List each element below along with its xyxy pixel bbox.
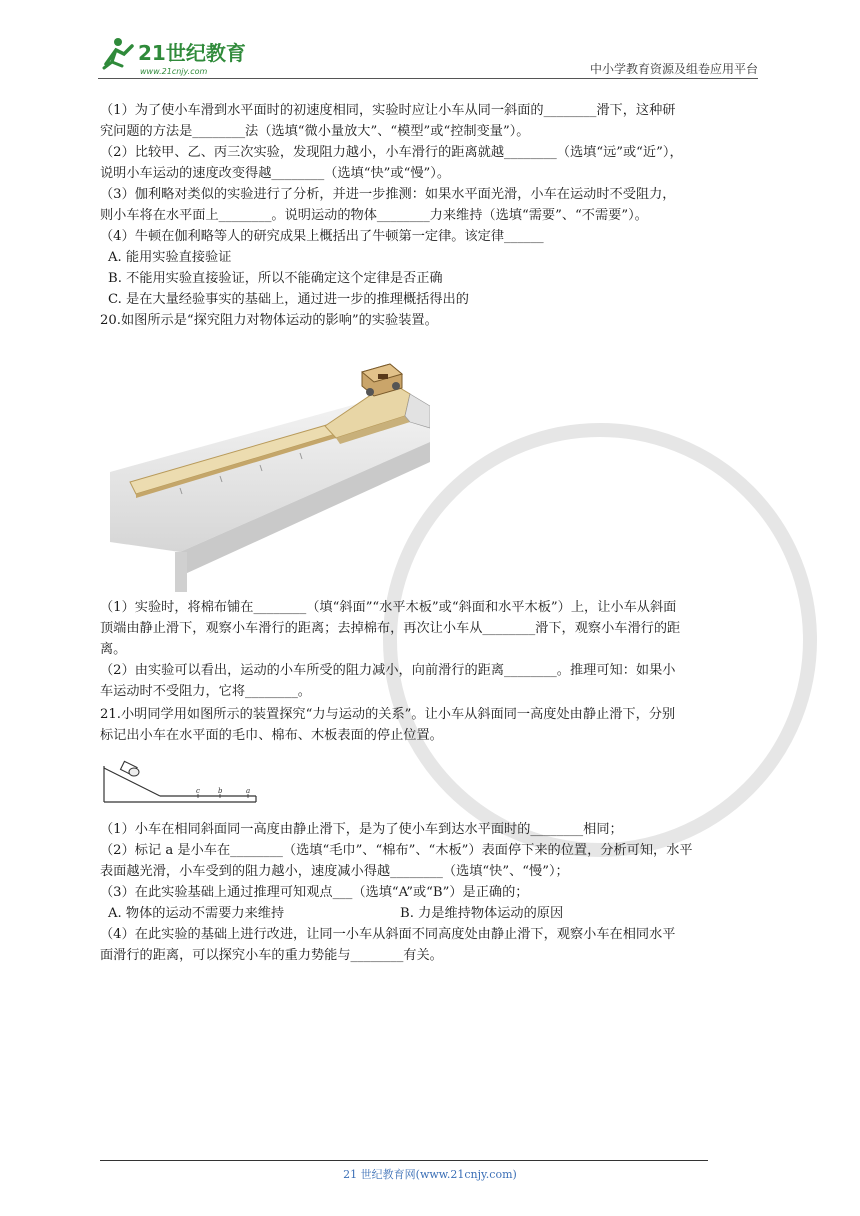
q21-title-line1: 21.小明同学用如图所示的装置探究“力与运动的关系”。让小车从斜面同一高度处由静止滑下，分别 [100, 707, 676, 722]
q20-part2-line1: （2）由实验可以看出，运动的小车所受的阻力减小，向前滑行的距离________。推理可知：如果小 [100, 663, 676, 678]
page-footer: 21 世纪教育网(www.21cnjy.com) [343, 1168, 517, 1181]
q21-part4-line2: 面滑行的距离，可以探究小车的重力势能与________有关。 [100, 948, 443, 963]
q20-part1-line1: （1）实验时，将棉布铺在________（填“斜面”“水平木板”或“斜面和水平木板”）上，让小车从斜面 [100, 600, 677, 615]
platform-tagline: 中小学教育资源及组卷应用平台 [589, 62, 758, 76]
mark-b-label: b [218, 787, 223, 795]
q19-part1-line1: （1）为了使小车滑到水平面时的初速度相同，实验时应让小车从同一斜面的________滑下，这种研 [100, 103, 676, 118]
q20-title: 20.如图所示是“探究阻力对物体运动的影响”的实验装置。 [100, 313, 438, 328]
q19-option-b: B. 不能用实验直接验证，所以不能确定这个定律是否正确 [108, 271, 443, 286]
page-header [98, 34, 758, 80]
q21-part2-line1: （2）标记 a 是小车在________（选填“毛巾”、“棉布”、“木板”）表面停下来的位置，分析可知，水平 [100, 843, 693, 858]
q19-part3-line2: 则小车将在水平面上________。说明运动的物体________力来维持（选填“需要”、“不需要”）。 [100, 208, 648, 223]
q19-part3-line1: （3）伽利略对类似的实验进行了分析，并进一步推测：如果水平面光滑，小车在运动时不受阻力， [100, 187, 676, 202]
q21-title-line2: 标记出小车在水平面的毛巾、棉布、木板表面的停止位置。 [100, 728, 443, 743]
q20-part2-line2: 车运动时不受阻力，它将________。 [100, 684, 311, 699]
q19-part2-line1: （2）比较甲、乙、丙三次实验，发现阻力越小，小车滑行的距离就越________（选填“远”或“近”）， [100, 145, 683, 160]
q20-part1-line2: 顶端由静止滑下，观察小车滑行的距离；去掉棉布，再次让小车从________滑下，观察小车滑行的距 [100, 621, 681, 636]
question-19-body [100, 100, 760, 331]
mark-c-label: c [196, 787, 200, 795]
q20-part1-line3: 离。 [100, 642, 127, 657]
q19-option-c: C. 是在大量经验事实的基础上，通过进一步的推理概括得出的 [108, 292, 469, 307]
mark-a-label: a [246, 787, 251, 795]
q19-part2-line2: 说明小车运动的速度改变得越________（选填“快”或“慢”）。 [100, 166, 451, 181]
q21-part4-line1: （4）在此实验的基础上进行改进，让同一小车从斜面不同高度处由静止滑下，观察小车在相同水平 [100, 927, 676, 942]
q21-option-a: A. 物体的运动不需要力来维持 [108, 906, 285, 921]
q21-part3: （3）在此实验基础上通过推理可知观点___（选填“A”或“B”）是正确的； [100, 885, 529, 900]
question-21-body [100, 819, 760, 966]
q21-options-row [100, 903, 760, 924]
svg-text:21世纪教育: 21世纪教育 [138, 41, 246, 65]
sketch-cart-icon [121, 761, 139, 776]
q19-part1-line2: 究问题的方法是________法（选填“微小量放大”、“模型”或“控制变量”）。 [100, 124, 530, 139]
ramp-apparatus-figure [100, 352, 430, 592]
q19-option-a: A. 能用实验直接验证 [108, 250, 232, 265]
header-divider [98, 78, 758, 79]
q19-part4: （4）牛顿在伽利略等人的研究成果上概括出了牛顿第一定律。该定律______ [100, 229, 544, 244]
q21-option-b: B. 力是维持物体运动的原因 [400, 906, 564, 921]
footer-divider [100, 1160, 708, 1161]
incline-sketch-figure [100, 758, 260, 808]
question-20-body [100, 597, 760, 746]
q21-part1: （1）小车在相同斜面同一高度由静止滑下，是为了使小车到达水平面时的________相同； [100, 822, 623, 837]
q21-part2-line2: 表面越光滑，小车受到的阻力越小，速度减小得越________（选填“快”、“慢”）； [100, 864, 569, 879]
logo-21cnjy [98, 34, 258, 78]
svg-text:www.21cnjy.com: www.21cnjy.com [140, 67, 208, 76]
